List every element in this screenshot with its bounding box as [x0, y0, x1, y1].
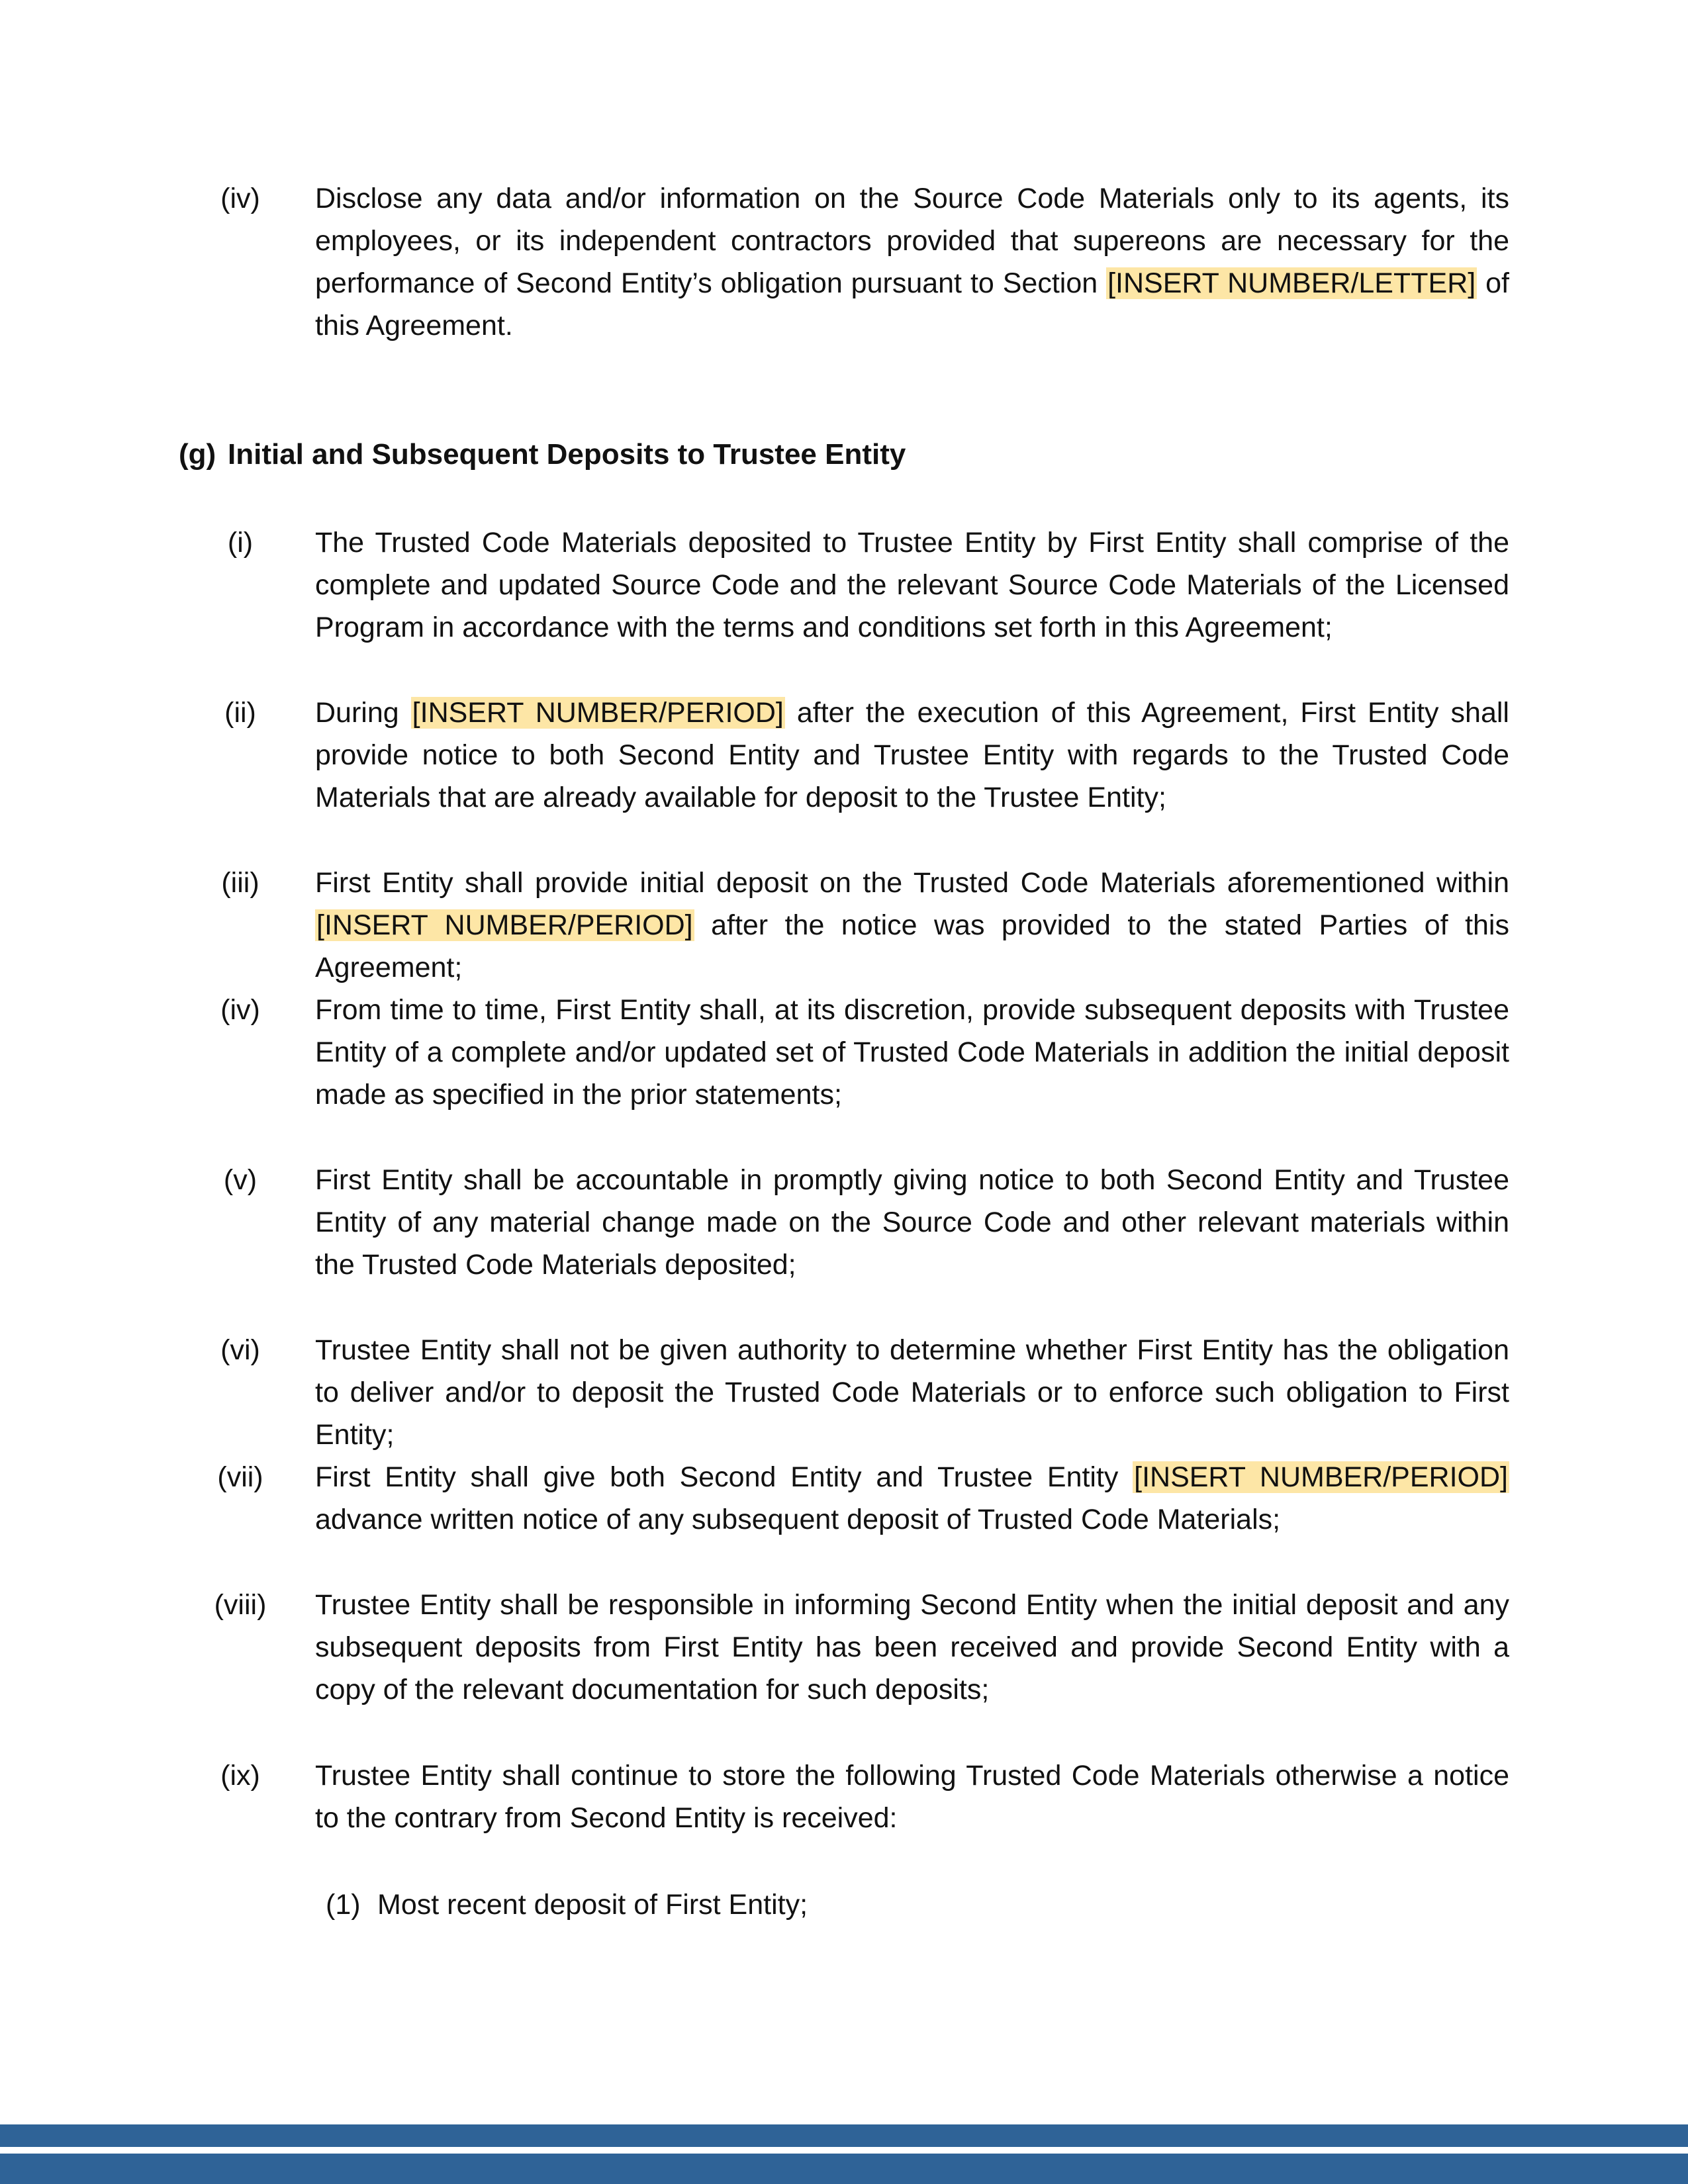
- clause-marker: (iv): [220, 994, 260, 1026]
- section-marker: (g): [179, 438, 216, 471]
- clause-text-after: advance written notice of any subsequent deposit of Trusted Code Materials;: [315, 1504, 1281, 1535]
- clause-marker: (viii): [214, 1589, 267, 1621]
- clause-marker: (v): [223, 1164, 258, 1196]
- clause-marker: (vii): [217, 1461, 263, 1493]
- clause-marker: (i): [227, 527, 254, 559]
- clause-text: The Trusted Code Materials deposited to Trustee Entity by First Entity shall comprise of the complete and updated Source Code and the relevant Source Code Materials of the Licensed Program in accordance with the terms and conditions set forth in this Agreement;: [315, 527, 1509, 643]
- clause-text: Trustee Entity shall not be given authority to determine whether First Entity has the obligation to deliver and/or to deposit the Trusted Code Materials or to enforce such obligation to First Entity;: [315, 1334, 1509, 1451]
- clause-text-before: Disclose any data and/or information on the Source Code Materials only to its agents, its employees, or its independent contractors provided that supereons are necessary for the performance of Second Entity’s obligation pursuant to Section: [315, 183, 1509, 299]
- clause-text: First Entity shall be accountable in promptly giving notice to both Second Entity and Trustee Entity of any material change made on the Source Code and other relevant materials within the Trusted Code Materials deposited;: [315, 1164, 1509, 1281]
- clause-marker: (iii): [221, 867, 259, 899]
- clause-text: Trustee Entity shall continue to store the following Trusted Code Materials otherwise a notice to the contrary from Second Entity is received:: [315, 1760, 1509, 1834]
- footer-band-bottom: [0, 2154, 1688, 2184]
- clause-marker: (ix): [220, 1760, 260, 1792]
- clause-text: [315, 862, 1509, 989]
- clause-marker: (vi): [220, 1334, 260, 1366]
- clause-text-after: after the execution of this Agreement, First Entity shall provide notice to both Second Entity and Trustee Entity with regards to the Trusted Code Materials that are already available for deposit to the Trustee Entity;: [315, 697, 1509, 813]
- clause-marker: (iv): [220, 183, 260, 214]
- clause-text: [315, 1456, 1509, 1541]
- clause-marker: (ii): [224, 697, 256, 729]
- clause-text: From time to time, First Entity shall, at its discretion, provide subsequent deposits with Trustee Entity of a complete and/or updated set of Trusted Code Materials in addition the initial deposit made as specified in the prior statements;: [315, 994, 1509, 1111]
- clause-text-before: First Entity shall give both Second Entity and Trustee Entity: [315, 1461, 1133, 1493]
- clause-text: Trustee Entity shall be responsible in informing Second Entity when the initial deposit and any subsequent deposits from First Entity has been received and provide Second Entity with a copy of the relevant documentation for such deposits;: [315, 1589, 1509, 1706]
- placeholder-highlight: [INSERT NUMBER/LETTER]: [1107, 267, 1476, 299]
- sub-clause-item-1: [326, 1884, 808, 1926]
- clause-text: [315, 692, 1509, 819]
- section-title: Initial and Subsequent Deposits to Trustee Entity: [228, 438, 906, 471]
- placeholder-highlight: [INSERT NUMBER/PERIOD]: [1134, 1461, 1508, 1493]
- clause-text-after: after the notice was provided to the stated Parties of this Agreement;: [315, 909, 1509, 983]
- clause-text-before: During: [315, 697, 411, 729]
- placeholder-highlight: [INSERT NUMBER/PERIOD]: [412, 697, 784, 729]
- footer-band-top: [0, 2124, 1688, 2147]
- footer-band-gap: [0, 2147, 1688, 2154]
- clause-text: [315, 177, 1509, 347]
- sub-clause-text: Most recent deposit of First Entity;: [377, 1889, 808, 1921]
- placeholder-highlight: [INSERT NUMBER/PERIOD]: [316, 909, 693, 941]
- clause-text-before: First Entity shall provide initial deposit on the Trusted Code Materials aforementioned within: [315, 867, 1509, 899]
- sub-clause-marker: (1): [326, 1889, 361, 1921]
- section-heading: [179, 433, 906, 476]
- clause-text-after: of this Agreement.: [315, 267, 1509, 341]
